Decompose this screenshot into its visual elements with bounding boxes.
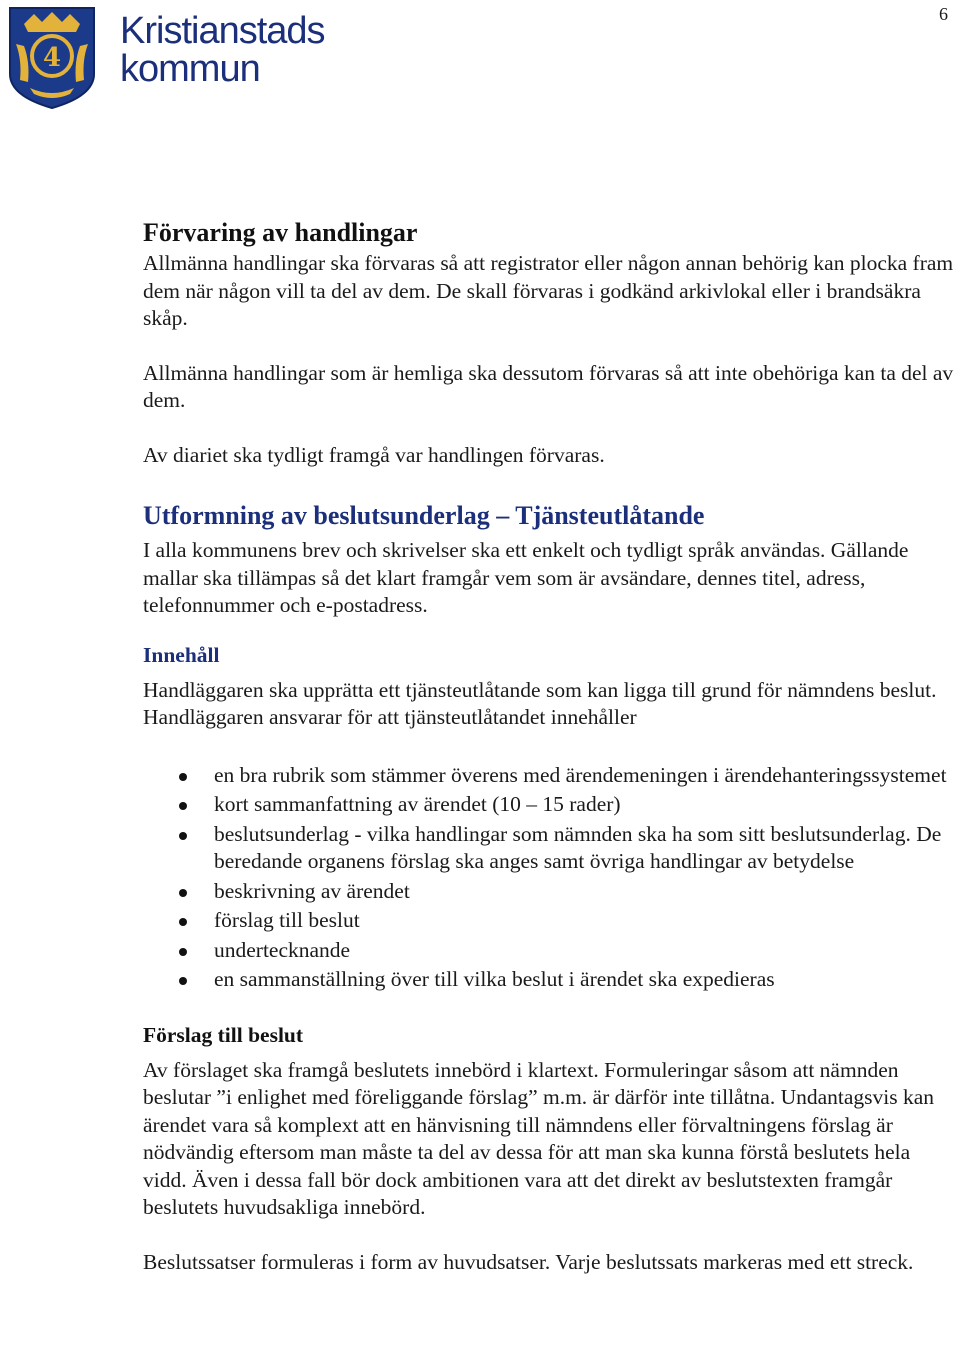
heading-innehall: Innehåll: [143, 642, 220, 667]
bullet-icon: [179, 918, 187, 926]
bullet-icon: [179, 832, 187, 840]
svg-text:4: 4: [42, 43, 62, 73]
document-body: [143, 216, 958, 1276]
heading-forslag: Förslag till beslut: [143, 1022, 304, 1047]
bullet-icon: [179, 773, 187, 781]
list-item: kort sammanfattning av ärendet (10 – 15 rader): [143, 791, 958, 819]
coat-of-arms-icon: [6, 4, 98, 110]
paragraph-forvaring-3: Av diariet ska tydligt framgå var handlingen förvaras.: [143, 442, 605, 467]
bullet-icon: [179, 948, 187, 956]
paragraph-innehall-1: Handläggaren ska upprätta ett tjänsteutlåtande som kan ligga till grund för nämndens beslut. Handläggaren ansvarar för att tjänsteutlåtandet innehåller: [143, 677, 937, 729]
paragraph-forslag-2: Beslutssatser formuleras i form av huvudsatser. Varje beslutssats markeras med ett streck.: [143, 1249, 914, 1274]
paragraph-forvaring-1: Allmänna handlingar ska förvaras så att registrator eller någon annan behörig kan plocka fram dem när någon vill ta del av dem. De skall förvaras i godkänd arkivlokal eller i brandsäkra skåp.: [143, 251, 954, 330]
content-requirements-list: [143, 762, 958, 994]
heading-utformning: Utformning av beslutsunderlag – Tjänsteutlåtande: [143, 501, 705, 530]
logo-line-1: Kristianstads: [120, 10, 325, 52]
paragraph-forslag-1: Av förslaget ska framgå beslutets innebörd i klartext. Formuleringar såsom att nämnden beslutar ”i enlighet med föreliggande förslag” m.m. är därför inte tillåtna. Undantagsvis kan ärendet vara så komplext att en hänvisning till nämndens eller förvaltningens förslag är nödvändig eftersom man måste ta del av dessa för att man ska kunna förstå beslutets hela vidd. Även i dessa fall bör dock ambitionen vara att det direkt av beslutstexten framgår beslutets huvudsakliga innebörd.: [143, 1057, 935, 1219]
bullet-icon: [179, 802, 187, 810]
list-item: undertecknande: [143, 937, 958, 965]
list-item: en sammanställning över till vilka beslut i ärendet ska expedieras: [143, 966, 958, 994]
heading-forvaring: Förvaring av handlingar: [143, 218, 418, 247]
bullet-icon: [179, 977, 187, 985]
list-item: beskrivning av ärendet: [143, 878, 958, 906]
page-number: 6: [939, 4, 948, 24]
logo-line-2: kommun: [120, 48, 260, 90]
logo-wordmark: [120, 12, 380, 88]
list-item: en bra rubrik som stämmer överens med ärendemeningen i ärendehanteringssystemet: [143, 762, 958, 790]
paragraph-utformning-1: I alla kommunens brev och skrivelser ska ett enkelt och tydligt språk användas. Gällande mallar ska tillämpas så det klart framgår vem som är avsändare, dennes titel, adress, telefonnummer och e-postadress.: [143, 538, 909, 617]
list-item: beslutsunderlag - vilka handlingar som nämnden ska ha som sitt beslutsunderlag. De beredande organens förslag ska anges samt övriga handlingar av betydelse: [143, 821, 958, 876]
paragraph-forvaring-2: Allmänna handlingar som är hemliga ska dessutom förvaras så att inte obehöriga kan ta del av dem.: [143, 360, 954, 412]
bullet-icon: [179, 889, 187, 897]
list-item: förslag till beslut: [143, 907, 958, 935]
